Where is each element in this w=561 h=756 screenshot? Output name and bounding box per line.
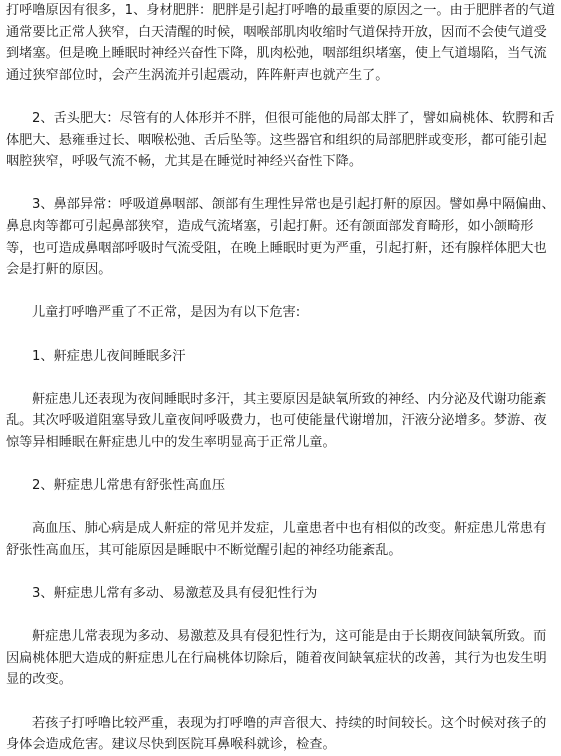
heading-behavior: 3、鼾症患儿常有多动、易激惹及具有侵犯性行为	[32, 586, 318, 602]
paragraph-gap	[6, 605, 557, 627]
paragraph-gap	[6, 453, 557, 475]
paragraph-obesity: 打呼噜原因有很多，1、身材肥胖：肥胖是引起打呼噜的最重要的原因之一。由于肥胖者的气道通常要比正常人狭窄，白天清醒的时候，咽喉部肌肉收缩时气道保持开放，因而不会使气道受到堵塞。但是晚上睡眠时神经兴奋性下降，肌肉松弛，咽部组织堵塞，使上气道塌陷，当气流通过狭窄部位时，会产生涡流并引起震动，阵阵鼾声也就产生了。	[6, 3, 556, 83]
paragraph-advice: 若孩子打呼噜比较严重，表现为打呼噜的声音很大、持续的时间较长。这个时候对孩子的身体会造成危害。建议尽快到医院耳鼻喉科就诊，检查。	[6, 715, 547, 753]
paragraph-gap	[6, 561, 557, 583]
paragraph-behavior: 鼾症患儿常表现为多动、易激惹及具有侵犯性行为，这可能是由于长期夜间缺氧所致。而因扁桃体肥大造成的鼾症患儿在行扁桃体切除后，随着夜间缺氧症状的改善，其行为也发生明显的改变。	[6, 629, 547, 688]
paragraph-night-sweats: 鼾症患儿还表现为夜间睡眠时多汗，其主要原因是缺氧所致的神经、内分泌及代谢功能紊乱。其次呼吸道阻塞导致儿童夜间呼吸费力，也可使能量代谢增加，汗液分泌增多。梦游、夜惊等异相睡眠在鼾症患儿中的发生率明显高于正常儿童。	[6, 391, 547, 450]
paragraph-hypertension: 高血压、肺心病是成人鼾症的常见并发症，儿童患者中也有相似的改变。鼾症患儿常患有舒张性高血压，其可能原因是睡眠中不断觉醒引起的神经功能紊乱。	[6, 521, 547, 558]
paragraph-gap	[6, 86, 557, 108]
paragraph-children-intro: 儿童打呼噜严重了不正常，是因为有以下危害:	[32, 305, 301, 321]
paragraph-gap	[6, 367, 557, 389]
paragraph-gap	[6, 173, 557, 195]
paragraph-gap	[6, 281, 557, 303]
heading-night-sweats: 1、鼾症患儿夜间睡眠多汗	[32, 348, 186, 364]
paragraph-gap	[6, 497, 557, 519]
paragraph-gap	[6, 691, 557, 713]
paragraph-tongue: 2、舌头肥大：尽管有的人体形并不胖，但很可能他的局部太胖了，譬如扁桃体、软腭和舌体肥大、悬雍垂过长、咽喉松弛、舌后坠等。这些器官和组织的局部肥胖或变形，都可能引起咽腔狭窄，呼吸气流不畅，尤其是在睡觉时神经兴奋性下降。	[6, 110, 555, 170]
heading-hypertension: 2、鼾症患儿常患有舒张性高血压	[32, 478, 226, 494]
paragraph-nasal: 3、鼻部异常：呼吸道鼻咽部、颌部有生理性异常也是引起打鼾的原因。譬如鼻中隔偏曲、鼻息肉等都可引起鼻部狭窄，造成气流堵塞，引起打鼾。还有颌面部发育畸形，如小颌畸形等，也可造成鼻咽部呼吸时气流受阻，在晚上睡眠时更为严重，引起打鼾，还有腺样体肥大也会是打鼾的原因。	[6, 197, 555, 278]
paragraph-gap	[6, 324, 557, 346]
